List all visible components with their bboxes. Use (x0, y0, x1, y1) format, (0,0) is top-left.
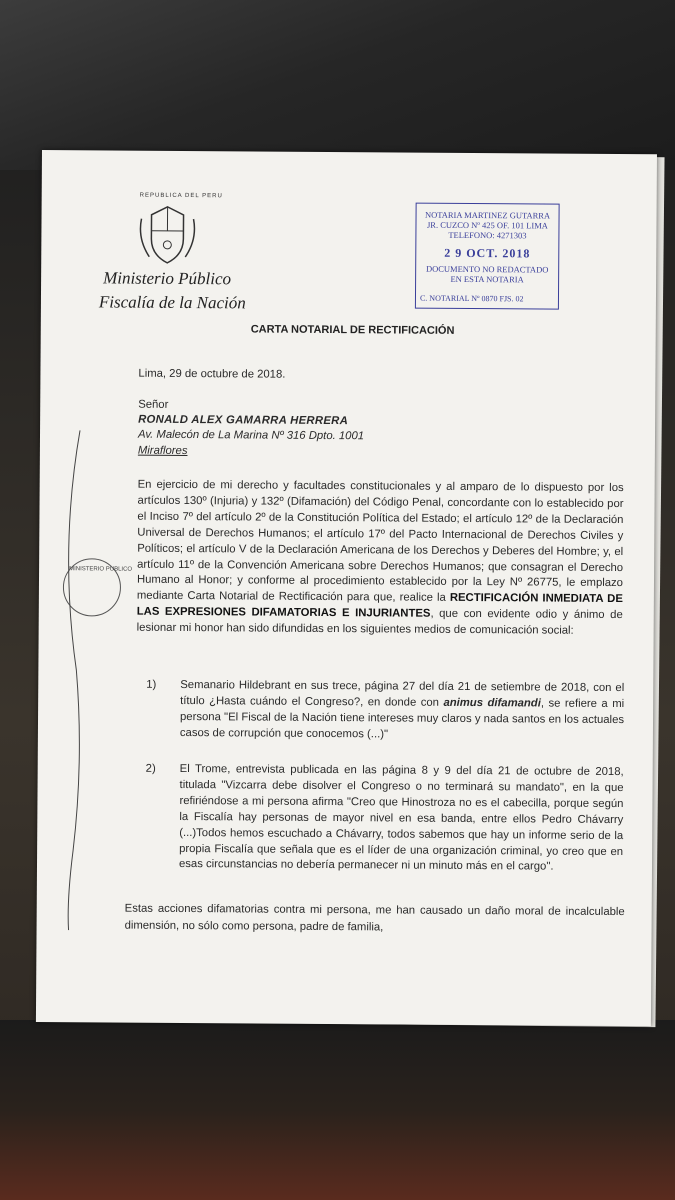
date-line: Lima, 29 de octubre de 2018. (138, 367, 286, 381)
stamp-date: 2 9 OCT. 2018 (444, 245, 531, 261)
list-item-number: 1) (146, 678, 157, 691)
body-paragraph (137, 478, 624, 640)
list-item-text-a: Semanario Hildebrant en sus trece, página 27 del día 21 de setiembre de 2018, con el título ¿Hasta cuándo el Congreso?, en donde con (180, 678, 625, 709)
document-title: CARTA NOTARIAL DE RECTIFICACIÓN (250, 323, 455, 337)
margin-pen-mark-icon (47, 430, 90, 930)
notary-stamp (415, 203, 560, 310)
seal-label: MINISTERIO PUBLICO (69, 566, 133, 573)
list-item-bold: animus difamandi (443, 696, 541, 710)
body-text-part1: En ejercicio de mi derecho y facultades constitucionales y al amparo de lo dispuesto por los artículos 130º (Injuria) y 132º (Difamación) del Código Penal, concordante con lo establecido por el Inciso 7º del artículo 2º de la Constitución Política del Estado; el artículo 12º de la Declaración Universal de Derechos Humanos; el artículo 17º del Pacto Internacional de Derechos Civiles y Políticos; el artículo V de la Declaración Americana de los Derechos y Deberes del Hombre; y, el artículo 11º de la Convención Americana sobre Derechos Humanos; que consagran el Derecho Humano al Honor; y conforme al procedimiento establecido por la Ley Nº 26775, le emplazo mediante Carta Notarial de Rectificación para que, realice la (136, 478, 624, 605)
body-text-bold: RECTIFICACIÓN INMEDIATA DE LAS EXPRESIONES DIFAMATORIAS E INJURIANTES (136, 592, 623, 620)
recipient-district: Miraflores (137, 444, 188, 458)
list-item-text-b: , se refiere a mi persona "El Fiscal de la Nación tiene intereses muy claros y nada santos en los actuales casos de corrupción que conocemos (...)" (179, 697, 625, 741)
stamp-line4: DOCUMENTO NO REDACTADO (425, 263, 549, 275)
org-name-line2: Fiscalía de la Nación (98, 292, 246, 313)
stamp-line1: NOTARIA MARTINEZ GUTARRA (424, 209, 551, 221)
list-item-text: El Trome, entrevista publicada en las página 8 y 9 del día 21 de octubre de 2018, titulada "Vizcarra debe disolver el Congreso o no terminará su mandato", en la que refiriéndose a mi persona afirma "Creo que Hinostroza no es el cabecilla, porque según la Fiscalía hay personas de mayor nivel en esa banda, entre ellos Pedro Chávarry (...)Todos hemos escuchado a Chávarry, todos sabemos que hay un informe serio de la propia Fiscalía que señala que es el líder de una organización criminal, yo creo que en esas circunstancias no debería permanecer ni un minuto más en el cargo". (178, 762, 624, 874)
salutation: Señor (138, 398, 169, 411)
list-item (146, 678, 624, 745)
list-item-number: 2) (145, 762, 156, 775)
stamp-line3: TELEFONO: 4271303 (448, 229, 527, 241)
stamp-line5: EN ESTA NOTARIA (450, 273, 524, 285)
background-bottom (0, 1020, 675, 1200)
body-text-part2: , que con evidente odio y ánimo de lesionar mi honor han sido difundidas en los siguientes medios de comunicación social: (136, 607, 623, 637)
crest-label: REPUBLICA DEL PERU (139, 192, 223, 200)
list-item (145, 762, 624, 877)
letter-sheet (36, 150, 657, 1026)
coat-of-arms-icon (133, 199, 201, 269)
recipient-address: Av. Malecón de La Marina Nº 316 Dpto. 1001 (137, 428, 365, 443)
stamp-footer: C. NOTARIAL Nº 0870 FJS. 02 (419, 293, 524, 304)
background-top (0, 0, 675, 170)
closing-paragraph: Estas acciones difamatorias contra mi persona, me han causado un daño moral de incalculable dimensión, no sólo como persona, padre de familia, (124, 902, 625, 934)
stamp-line2: JR. CUZCO Nº 425 OF. 101 LIMA (426, 219, 549, 231)
recipient-name: RONALD ALEX GAMARRA HERRERA (138, 413, 349, 428)
org-name-line1: Ministerio Público (103, 268, 232, 289)
